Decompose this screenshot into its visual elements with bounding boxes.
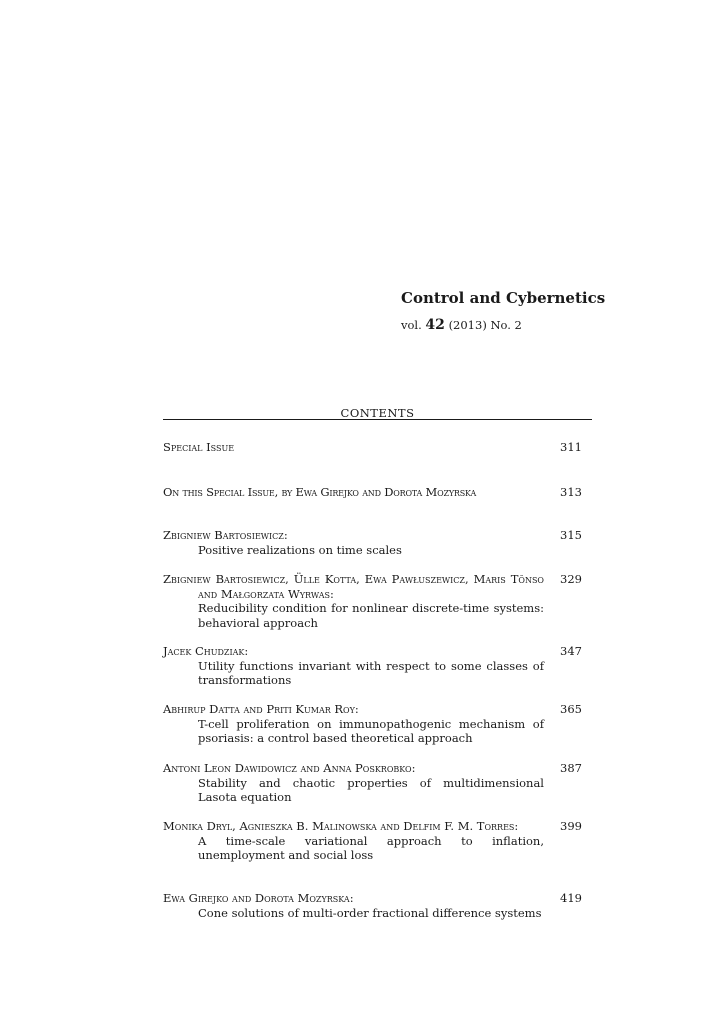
- entry-page: 347: [560, 644, 582, 658]
- toc-entry-on-this-special-issue: [163, 485, 592, 500]
- entry-page: 419: [560, 891, 582, 905]
- entry-page: 365: [560, 702, 582, 716]
- toc-entry: [163, 644, 592, 688]
- contents-heading: CONTENTS: [340, 406, 415, 420]
- entry-page: 311: [560, 440, 582, 454]
- toc-entry: [163, 702, 592, 746]
- entry-title: A time-scale variational approach to inflation, unemployment and social loss: [198, 833, 544, 862]
- entry-page: 313: [560, 485, 582, 499]
- journal-volume: [401, 317, 522, 333]
- entry-authors: Monika Dryl, Agnieszka B. Malinowska and Delfim F. M. Torres:: [163, 819, 519, 833]
- entry-title: Stability and chaotic properties of multidimensional Lasota equation: [198, 775, 544, 804]
- toc-entry: [163, 761, 592, 805]
- entry-authors: Special Issue: [163, 440, 235, 454]
- entry-authors: Jacek Chudziak:: [163, 644, 249, 658]
- contents-rule: [163, 419, 592, 420]
- entry-authors: Zbigniew Bartosiewicz, Ülle Kotta, Ewa Pawłuszewicz, Maris Tõnso and Małgorzata Wyrwas:: [163, 572, 544, 601]
- entry-title: Reducibility condition for nonlinear discrete-time systems: behavioral approach: [198, 601, 544, 630]
- entry-title: Positive realizations on time scales: [198, 542, 402, 557]
- entry-title: Cone solutions of multi-order fractional difference systems: [198, 905, 542, 920]
- entry-authors: Zbigniew Bartosiewicz:: [163, 528, 288, 542]
- toc-entry: [163, 572, 592, 630]
- toc-entry: [163, 528, 592, 557]
- journal-title: Control and Cybernetics: [401, 289, 606, 307]
- volume-prefix: vol.: [401, 318, 422, 332]
- entry-page: 387: [560, 761, 582, 775]
- entry-authors: Antoni Leon Dawidowicz and Anna Poskrobko:: [163, 761, 416, 775]
- entry-authors: Abhirup Datta and Priti Kumar Roy:: [163, 702, 359, 716]
- entry-page: 315: [560, 528, 582, 542]
- entry-authors: Ewa Girejko and Dorota Mozyrska:: [163, 891, 354, 905]
- entry-title: Utility functions invariant with respect to some classes of transformations: [198, 658, 544, 687]
- toc-entry: [163, 819, 592, 863]
- entry-page: 329: [560, 572, 582, 586]
- entry-authors: On this Special Issue, by Ewa Girejko and Dorota Mozyrska: [163, 485, 477, 499]
- entry-title: T-cell proliferation on immunopathogenic mechanism of psoriasis: a control based theoretical approach: [198, 716, 544, 745]
- toc-entry: [163, 891, 592, 920]
- volume-number: 42: [425, 317, 445, 333]
- entry-page: 399: [560, 819, 582, 833]
- volume-suffix: (2013) No. 2: [448, 318, 522, 332]
- toc-entry-special-issue: [163, 440, 592, 455]
